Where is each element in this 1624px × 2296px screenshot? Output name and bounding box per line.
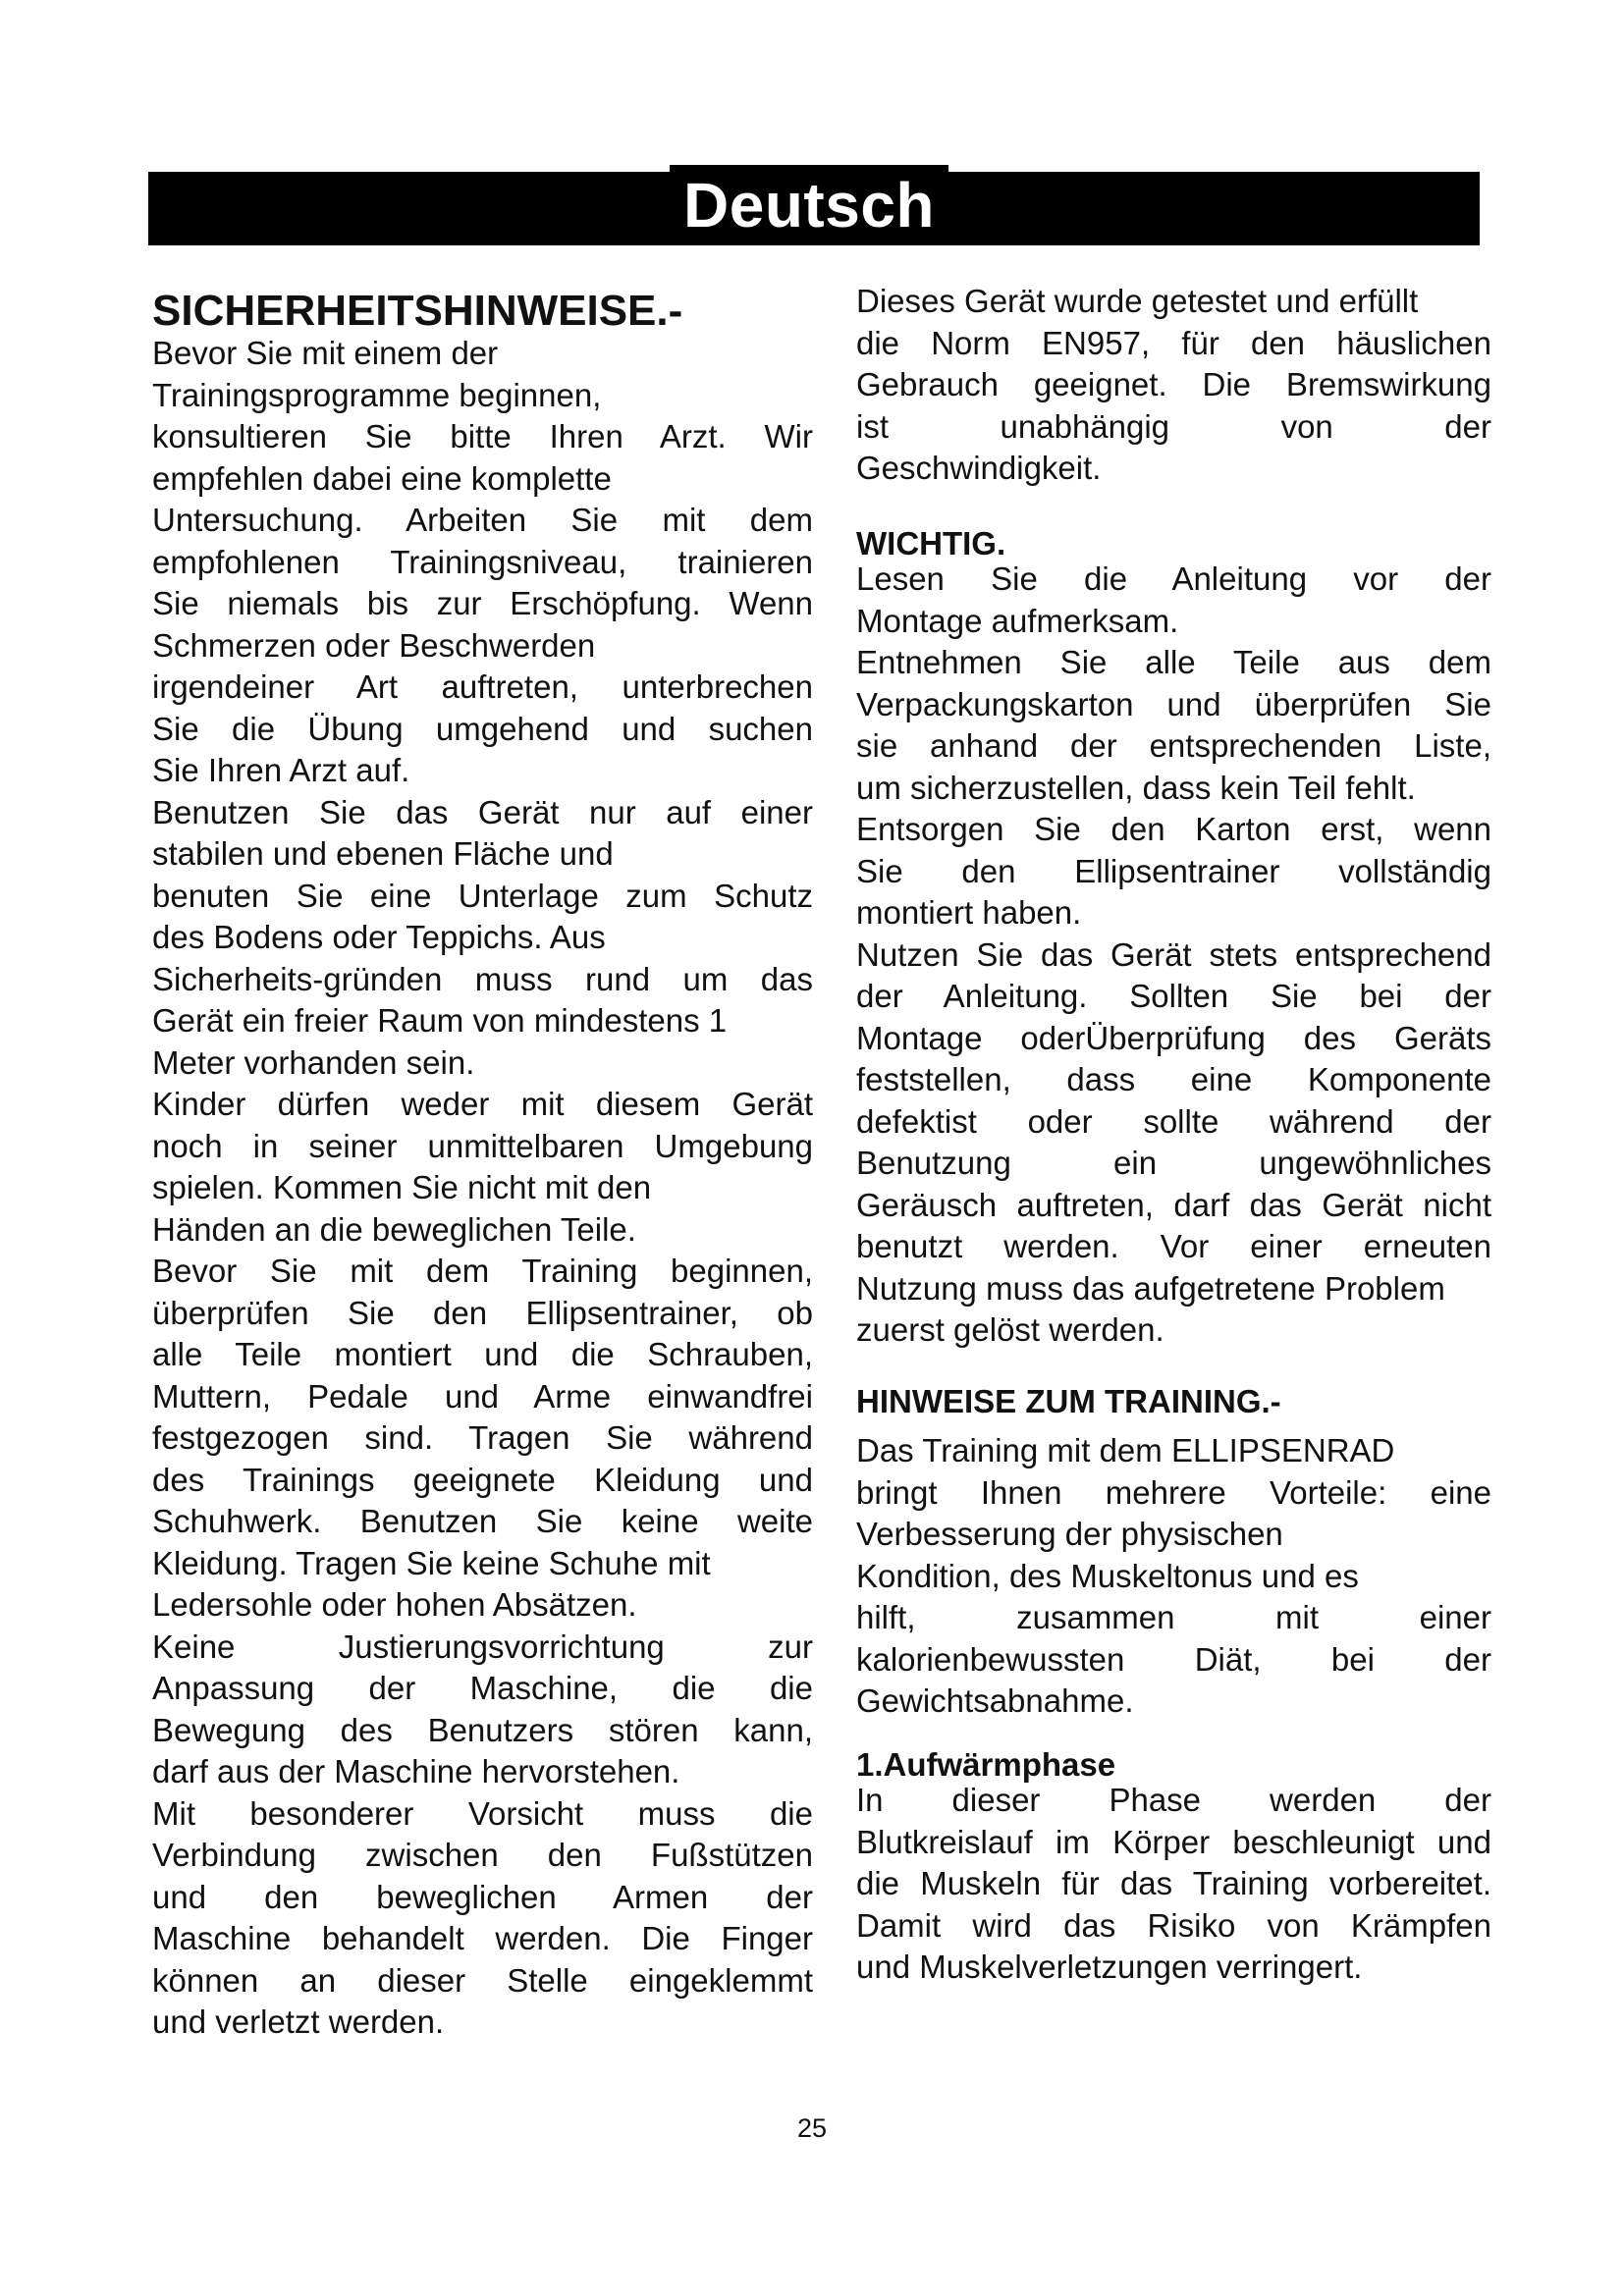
safety-heading: SICHERHEITSHINWEISE.- [152, 287, 683, 335]
text-line: defektist oder sollte während der [856, 1102, 1491, 1140]
important-heading: WICHTIG. [856, 525, 1006, 561]
text-line: Montage oderÜberprüfung des Geräts [856, 1019, 1491, 1056]
text-line: Sie den Ellipsentrainer vollständig [856, 852, 1491, 889]
text-line: alle Teile montiert und die Schrauben, [152, 1336, 813, 1372]
text-line: feststellen, dass eine Komponente [856, 1061, 1491, 1097]
text-line: Sie niemals bis zur Erschöpfung. Wenn [152, 585, 813, 621]
text-line: und den beweglichen Armen der [152, 1878, 813, 1915]
text-line: bringt Ihnen mehrere Vorteile: eine [856, 1473, 1491, 1511]
text-line: Mit besonderer Vorsicht muss die [152, 1794, 813, 1832]
text-line: benutzt werden. Vor einer erneuten [856, 1228, 1491, 1264]
text-line: Untersuchung. Arbeiten Sie mit dem [152, 502, 813, 538]
text-line: Kondition, des Muskeltonus und es [856, 1557, 1359, 1594]
text-line: Verpackungskarton und überprüfen Sie [856, 685, 1491, 722]
text-line: In dieser Phase werden der [856, 1782, 1491, 1818]
text-line: Damit wird das Risiko von Krämpfen [856, 1906, 1491, 1944]
text-line: Anpassung der Maschine, die die [152, 1670, 813, 1706]
text-line: festgezogen sind. Tragen Sie während [152, 1419, 813, 1456]
text-line: konsultieren Sie bitte Ihren Arzt. Wir [152, 418, 813, 454]
text-line: Gebrauch geeignet. Die Bremswirkung [856, 366, 1491, 402]
text-line: können an dieser Stelle eingeklemmt [152, 1961, 813, 1999]
text-line: noch in seiner unmittelbaren Umgebung [152, 1127, 813, 1164]
text-line: empfehlen dabei eine komplette [152, 459, 612, 497]
text-line: Kinder dürfen weder mit diesem Gerät [152, 1086, 813, 1122]
text-line: irgendeiner Art auftreten, unterbrechen [152, 668, 813, 705]
text-line: Muttern, Pedale und Arme einwandfrei [152, 1377, 813, 1415]
text-line: um sicherzustellen, dass kein Teil fehlt. [856, 769, 1416, 806]
text-line: Nutzen Sie das Gerät stets entsprechend [856, 935, 1491, 973]
text-line: Gerät ein freier Raum von mindestens 1 [152, 1002, 728, 1039]
text-line: Ledersohle oder hohen Absätzen. [152, 1586, 637, 1623]
text-line: Kleidung. Tragen Sie keine Schuhe mit [152, 1544, 711, 1581]
warmup-heading: 1.Aufwärmphase [856, 1746, 1116, 1783]
text-line: Bevor Sie mit dem Training beginnen, [152, 1253, 813, 1289]
text-line: Geschwindigkeit. [856, 450, 1102, 486]
text-line: und Muskelverletzungen verringert. [856, 1949, 1363, 1985]
text-line: ist unabhängig von der [856, 407, 1491, 445]
text-line: Dieses Gerät wurde getestet und erfüllt [856, 283, 1419, 319]
text-line: stabilen und ebenen Fläche und [152, 835, 614, 872]
text-line: Lesen Sie die Anleitung vor der [856, 561, 1491, 597]
text-line: Benutzung ein ungewöhnliches [856, 1145, 1491, 1181]
text-line: des Bodens oder Teppichs. Aus [152, 919, 606, 955]
warmup-text [856, 1780, 1491, 1989]
text-line: Entsorgen Sie den Karton erst, wenn [856, 811, 1491, 847]
important-text [856, 559, 1491, 1352]
text-line: hilft, zusammen mit einer [856, 1599, 1491, 1635]
text-line: Montage aufmerksam. [856, 602, 1179, 639]
text-line: Trainingsprogramme beginnen, [152, 376, 602, 413]
text-line: sie anhand der entsprechenden Liste, [856, 727, 1491, 764]
text-line: Gewichtsabnahme. [856, 1682, 1134, 1719]
text-line: Keine Justierungsvorrichtung zur [152, 1628, 813, 1665]
text-line: Verbindung zwischen den Fußstützen [152, 1837, 813, 1873]
safety-text [152, 333, 813, 2044]
text-line: und verletzt werden. [152, 2003, 445, 2040]
text-line: kalorienbewussten Diät, bei der [856, 1640, 1491, 1678]
text-line: montiert haben. [856, 894, 1082, 931]
text-line: die Norm EN957, für den häuslichen [856, 324, 1491, 361]
language-label: Deutsch [670, 165, 948, 245]
text-line: Meter vorhanden sein. [152, 1043, 475, 1081]
text-line: Bewegung des Benutzers stören kann, [152, 1711, 813, 1748]
text-line: Benutzen Sie das Gerät nur auf einer [152, 793, 813, 830]
text-line: Sie Ihren Arzt auf. [152, 752, 410, 788]
text-line: Entnehmen Sie alle Teile aus dem [856, 644, 1491, 680]
text-line: benuten Sie eine Unterlage zum Schutz [152, 877, 813, 914]
text-line: Verbesserung der physischen [856, 1516, 1283, 1552]
text-line: Schmerzen oder Beschwerden [152, 626, 596, 664]
page-number: 25 [796, 2113, 828, 2143]
training-heading: HINWEISE ZUM TRAINING.- [856, 1383, 1281, 1419]
text-line: des Trainings geeignete Kleidung und [152, 1461, 813, 1498]
text-line: Sicherheits-gründen muss rund um das [152, 960, 813, 997]
text-line: Maschine behandelt werden. Die Finger [152, 1920, 813, 1956]
text-line: überprüfen Sie den Ellipsentrainer, ob [152, 1294, 813, 1331]
training-text [856, 1430, 1491, 1723]
text-line: zuerst gelöst werden. [856, 1311, 1164, 1348]
text-line: die Muskeln für das Training vorbereitet. [856, 1865, 1491, 1901]
intro-text [856, 281, 1491, 490]
text-line: Nutzung muss das aufgetretene Problem [856, 1269, 1445, 1307]
text-line: spielen. Kommen Sie nicht mit den [152, 1169, 652, 1205]
text-line: Sie die Übung umgehend und suchen [152, 710, 813, 747]
text-line: darf aus der Maschine hervorstehen. [152, 1753, 680, 1789]
text-line: Blutkreislauf im Körper beschleunigt und [856, 1823, 1491, 1860]
text-line: der Anleitung. Sollten Sie bei der [856, 978, 1491, 1014]
text-line: Bevor Sie mit einem der [152, 335, 499, 371]
text-line: Das Training mit dem ELLIPSENRAD [856, 1432, 1395, 1468]
text-line: Geräusch auftreten, darf das Gerät nicht [856, 1186, 1491, 1223]
text-line: empfohlenen Trainingsniveau, trainieren [152, 543, 813, 580]
text-line: Händen an die beweglichen Teile. [152, 1210, 636, 1248]
text-line: Schuhwerk. Benutzen Sie keine weite [152, 1503, 813, 1539]
